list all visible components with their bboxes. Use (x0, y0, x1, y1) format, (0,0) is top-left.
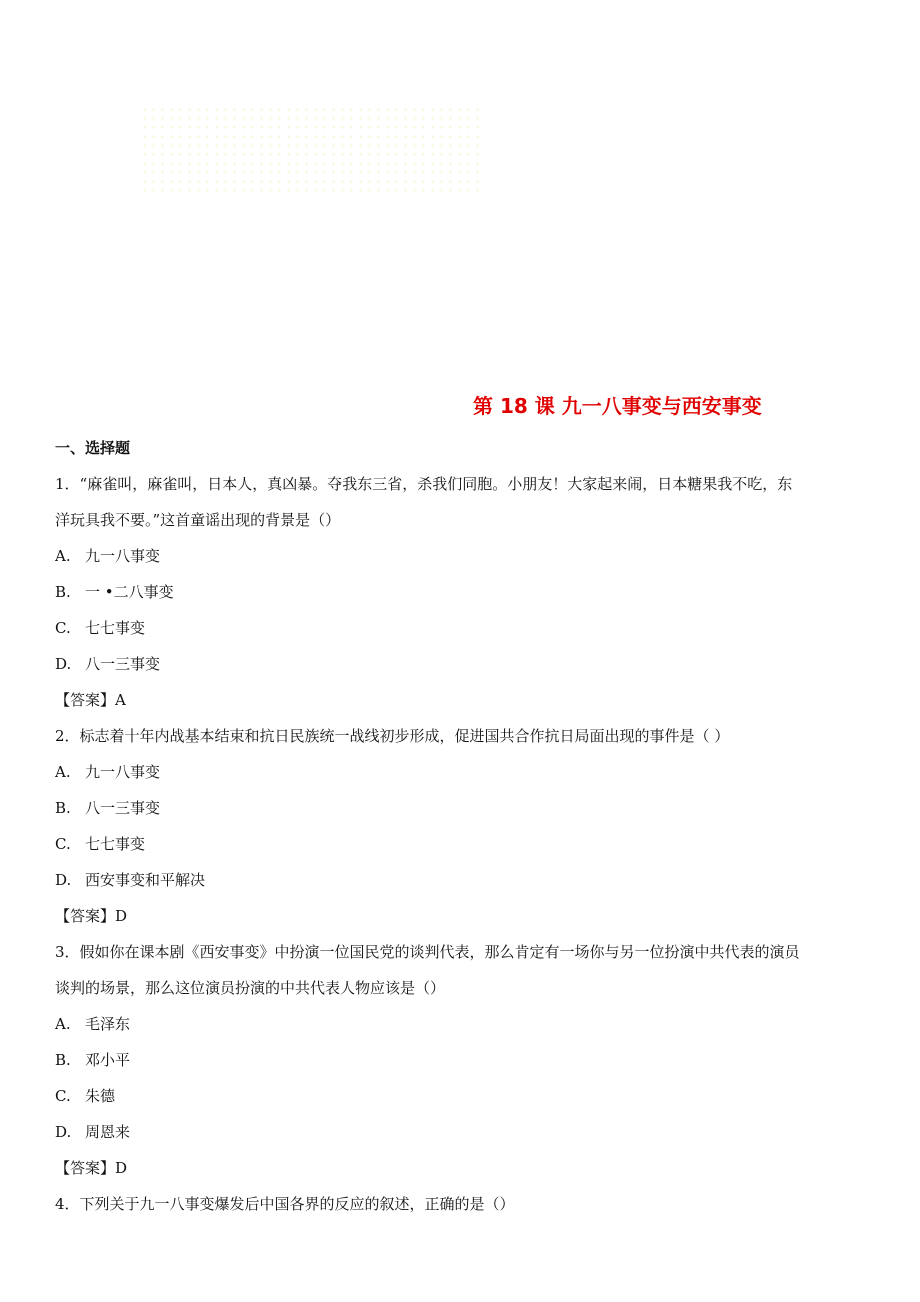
option-text: 朱德 (85, 1087, 116, 1105)
option-letter: A. (55, 547, 71, 565)
option-text: 周恩来 (85, 1123, 131, 1141)
option-letter: A. (55, 1015, 71, 1033)
option-text: 七七事变 (85, 619, 146, 637)
answer-option (55, 538, 870, 574)
answer-option (55, 1042, 870, 1078)
question-stem-cont: 洋玩具我不要。”这首童谣出现的背景是（） (55, 511, 341, 529)
document-body (55, 430, 870, 1222)
question-stem: 1．“麻雀叫，麻雀叫，日本人，真凶暴。夺我东三省，杀我们同胞。小朋友！大家起来闹，日本糖果我不吃，东 (55, 475, 793, 493)
question-stem: 4．下列关于九一八事变爆发后中国各界的反应的叙述，正确的是（） (55, 1195, 515, 1213)
option-text: 邓小平 (85, 1051, 131, 1069)
option-letter: B. (55, 583, 71, 601)
answer-option (55, 862, 870, 898)
option-text: 七七事变 (85, 835, 146, 853)
option-letter: D. (55, 655, 72, 673)
answer-option (55, 1114, 870, 1150)
answer-key: 【答案】D (55, 907, 128, 925)
option-letter: D. (55, 871, 72, 889)
answer-option (55, 1078, 870, 1114)
option-letter: C. (55, 619, 71, 637)
section-heading: 一、选择题 (55, 439, 131, 457)
option-letter: B. (55, 799, 71, 817)
answer-option (55, 646, 870, 682)
answer-option (55, 610, 870, 646)
answer-option (55, 826, 870, 862)
question-stem-cont: 谈判的场景，那么这位演员扮演的中共代表人物应该是（） (55, 979, 446, 997)
option-letter: A. (55, 763, 71, 781)
option-text: 九一八事变 (85, 547, 161, 565)
answer-option (55, 1006, 870, 1042)
option-text: 八一三事变 (85, 655, 161, 673)
option-text: 毛泽东 (85, 1015, 131, 1033)
answer-option (55, 754, 870, 790)
option-text: 九一八事变 (85, 763, 161, 781)
page-title: 第 18 课 九一八事变与西安事变 (473, 394, 762, 418)
question-stem: 2．标志着十年内战基本结束和抗日民族统一战线初步形成，促进国共合作抗日局面出现的事件是（ ） (55, 727, 730, 745)
option-letter: C. (55, 835, 71, 853)
answer-key: 【答案】D (55, 1159, 128, 1177)
answer-option (55, 790, 870, 826)
option-letter: B. (55, 1051, 71, 1069)
option-text: 西安事变和平解决 (85, 871, 206, 889)
option-letter: D. (55, 1123, 72, 1141)
answer-key: 【答案】A (55, 691, 126, 709)
option-text: 八一三事变 (85, 799, 161, 817)
question-stem: 3．假如你在课本剧《西安事变》中扮演一位国民党的谈判代表，那么肯定有一场你与另一位扮演中共代表的演员 (55, 943, 800, 961)
option-letter: C. (55, 1087, 71, 1105)
option-text: 一 •二八事变 (85, 583, 174, 601)
watermark-logo (140, 105, 480, 195)
answer-option (55, 574, 870, 610)
